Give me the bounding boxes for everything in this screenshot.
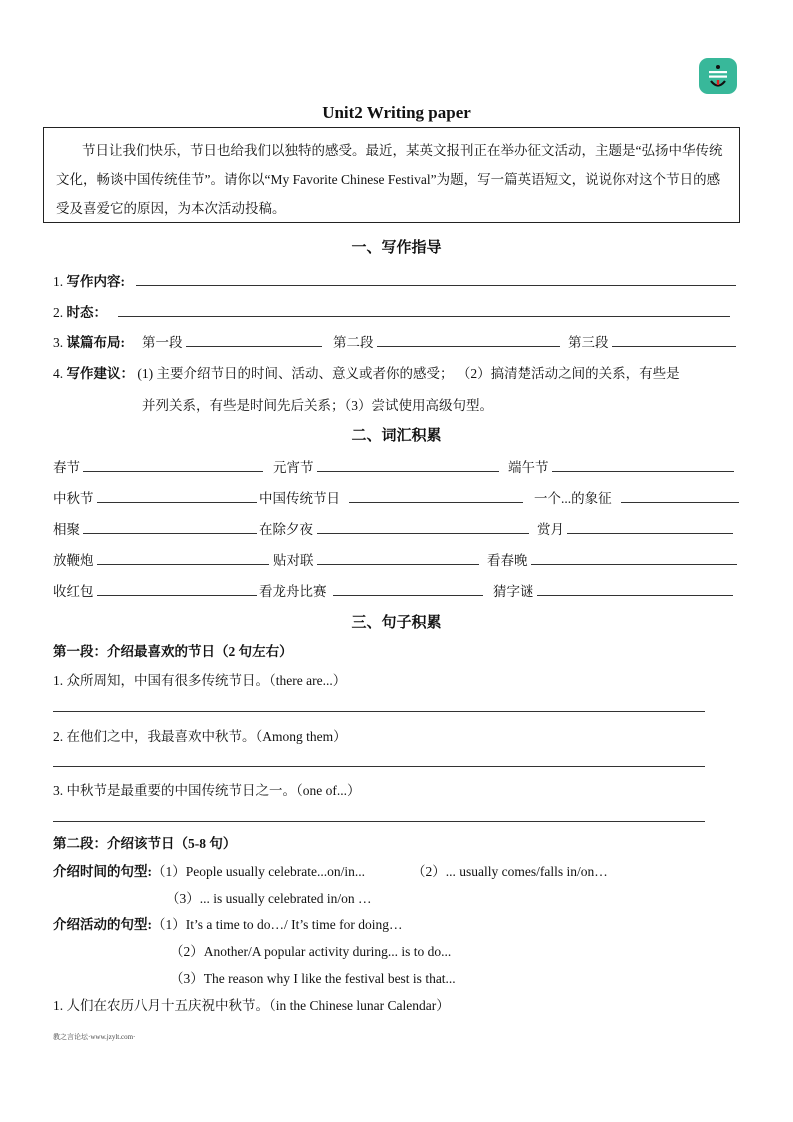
pattern-item: （2）... usually comes/falls in/on… [412, 864, 608, 879]
answer-line[interactable] [612, 346, 736, 347]
vocab-row [53, 518, 743, 538]
answer-line[interactable] [53, 711, 705, 712]
advice-line-1: (1) 主要介绍节日的时间、活动、意义或者你的感受； （2）搞清楚活动之间的关系，有些是 [137, 366, 680, 381]
answer-line[interactable] [531, 564, 737, 565]
answer-line[interactable] [118, 316, 730, 317]
section-heading-guide: 一、写作指导 [351, 240, 442, 256]
item-number: 3. [53, 335, 64, 350]
sentence-prompt: 1. 众所周知，中国有很多传统节日。（there are...） [53, 673, 347, 688]
guide-item-advice [53, 362, 680, 382]
answer-line[interactable] [552, 471, 734, 472]
section-heading-sentences: 三、句子积累 [351, 615, 442, 631]
answer-line[interactable] [317, 471, 499, 472]
vocab-term: 端午节 [508, 460, 549, 475]
vocab-row [53, 487, 743, 507]
vocab-term: 相聚 [53, 522, 80, 537]
logo-icon [699, 58, 737, 94]
vocab-term: 在除夕夜 [259, 522, 313, 537]
vocab-term: 看春晚 [487, 553, 528, 568]
item-number: 2. [53, 305, 64, 320]
page-title: Unit2 Writing paper [322, 103, 471, 122]
item-label: 写作建议： [66, 366, 134, 381]
answer-line[interactable] [83, 471, 263, 472]
answer-line[interactable] [537, 595, 733, 596]
vocab-term: 一个...的象征 [534, 491, 612, 506]
vocab-term: 放鞭炮 [53, 553, 94, 568]
activity-patterns [53, 913, 402, 933]
answer-line[interactable] [97, 502, 257, 503]
vocab-term: 收红包 [53, 584, 94, 599]
pattern-item: （1）It’s a time to do…/ It’s time for doing… [152, 917, 403, 932]
vocab-term: 贴对联 [273, 553, 314, 568]
layout-part-3: 第三段 [568, 335, 609, 350]
section-heading-vocab: 二、词汇积累 [351, 428, 442, 444]
answer-line[interactable] [53, 766, 705, 767]
guide-item-tense [53, 301, 107, 321]
answer-line[interactable] [136, 285, 736, 286]
pattern-item: （3）The reason why I like the festival best is that... [170, 971, 456, 986]
para1-heading: 第一段：介绍最喜欢的节日（2 句左右） [53, 644, 293, 659]
answer-line[interactable] [349, 502, 523, 503]
item-label: 谋篇布局: [66, 335, 125, 350]
pattern-item: （3）... is usually celebrated in/on … [166, 891, 372, 906]
item-number: 1. [53, 274, 64, 289]
vocab-term: 春节 [53, 460, 80, 475]
answer-line[interactable] [621, 502, 739, 503]
answer-line[interactable] [567, 533, 733, 534]
vocab-row [53, 549, 743, 569]
writing-prompt: 节日让我们快乐，节日也给我们以独特的感受。最近，某英文报刊正在举办征文活动，主题是“弘扬中华传统文化，畅谈中国传统佳节”。请你以“My Favorite Chinese Festival”为题，写一篇英语短文，说说你对这个节日的感受及喜爱它的原因，为本次活动投稿。 [43, 127, 740, 223]
answer-line[interactable] [333, 595, 483, 596]
time-patterns [53, 860, 365, 880]
vocab-row [53, 456, 743, 476]
sentence-prompt: 1. 人们在农历八月十五庆祝中秋节。（in the Chinese lunar Calendar） [53, 998, 450, 1013]
item-label: 写作内容: [66, 274, 125, 289]
vocab-term: 看龙舟比赛 [259, 584, 327, 599]
guide-item-layout [53, 331, 125, 351]
answer-line[interactable] [97, 564, 269, 565]
app-logo [699, 58, 737, 94]
pattern-item: （2）Another/A popular activity during... is to do... [170, 944, 452, 959]
layout-part-2: 第二段 [333, 335, 374, 350]
vocab-term: 元宵节 [273, 460, 314, 475]
vocab-row [53, 580, 743, 600]
footer-source: 教之言论坛·www.jzylt.com· [53, 1033, 136, 1041]
vocab-term: 中国传统节日 [259, 491, 340, 506]
item-number: 4. [53, 366, 64, 381]
pattern-label: 介绍时间的句型: [53, 864, 152, 879]
answer-line[interactable] [317, 533, 529, 534]
layout-part-1: 第一段 [142, 335, 183, 350]
answer-line[interactable] [53, 821, 705, 822]
vocab-term: 猜字谜 [493, 584, 534, 599]
answer-line[interactable] [377, 346, 560, 347]
vocab-term: 赏月 [537, 522, 564, 537]
answer-line[interactable] [83, 533, 257, 534]
vocab-term: 中秋节 [53, 491, 94, 506]
answer-line[interactable] [186, 346, 322, 347]
pattern-item: （1）People usually celebrate...on/in... [152, 864, 365, 879]
pattern-label: 介绍活动的句型: [53, 917, 152, 932]
answer-line[interactable] [317, 564, 479, 565]
sentence-prompt: 2. 在他们之中，我最喜欢中秋节。（Among them） [53, 729, 347, 744]
sentence-prompt: 3. 中秋节是最重要的中国传统节日之一。（one of...） [53, 783, 361, 798]
answer-line[interactable] [97, 595, 257, 596]
advice-line-2: 并列关系，有些是时间先后关系；（3）尝试使用高级句型。 [142, 398, 493, 413]
guide-item-content [53, 270, 125, 290]
item-label: 时态： [66, 305, 107, 320]
para2-heading: 第二段：介绍该节日（5-8 句） [53, 836, 237, 851]
